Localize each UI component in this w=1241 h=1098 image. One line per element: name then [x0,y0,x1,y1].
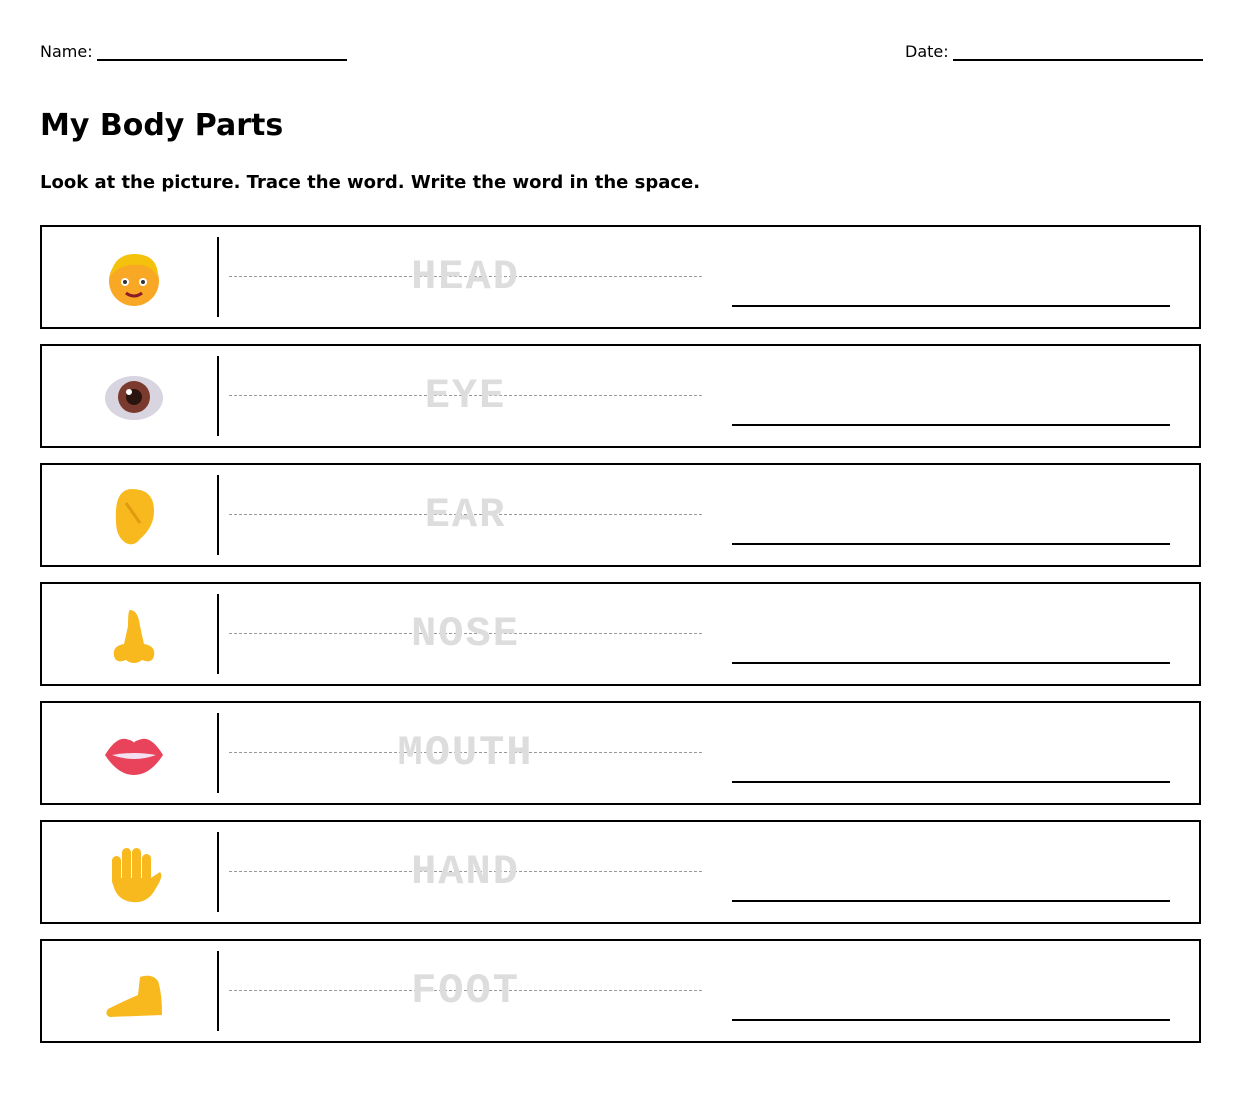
answer-line[interactable] [732,424,1170,426]
divider [217,713,219,793]
row-hand [40,820,1201,924]
answer-line[interactable] [732,1019,1170,1021]
head-icon [104,249,164,309]
trace-word: HAND [411,848,520,896]
answer-line[interactable] [732,543,1170,545]
row-nose [40,582,1201,686]
row-eye [40,344,1201,448]
divider [217,356,219,436]
divider [217,237,219,317]
row-mouth [40,701,1201,805]
date-line[interactable] [953,45,1203,61]
trace-word: HEAD [411,253,520,301]
eye-icon [104,368,164,428]
name-line[interactable] [97,45,347,61]
trace-word: EAR [424,491,507,539]
foot-icon [104,963,164,1023]
name-label: Name: [40,42,93,61]
nose-icon [104,606,164,666]
answer-line[interactable] [732,662,1170,664]
date-field[interactable] [905,42,1203,61]
divider [217,594,219,674]
row-head [40,225,1201,329]
divider [217,951,219,1031]
trace-word: EYE [424,372,507,420]
answer-line[interactable] [732,305,1170,307]
trace-word: NOSE [411,610,520,658]
divider [217,832,219,912]
answer-line[interactable] [732,900,1170,902]
row-foot [40,939,1201,1043]
divider [217,475,219,555]
answer-line[interactable] [732,781,1170,783]
name-field[interactable] [40,42,347,61]
trace-word: MOUTH [397,729,534,777]
worksheet-rows [40,225,1201,1058]
hand-icon [104,844,164,904]
page-title: My Body Parts [40,108,284,143]
date-label: Date: [905,42,949,61]
trace-word: FOOT [411,967,520,1015]
ear-icon [104,487,164,547]
instructions: Look at the picture. Trace the word. Write the word in the space. [40,172,701,193]
row-ear [40,463,1201,567]
mouth-icon [104,725,164,785]
